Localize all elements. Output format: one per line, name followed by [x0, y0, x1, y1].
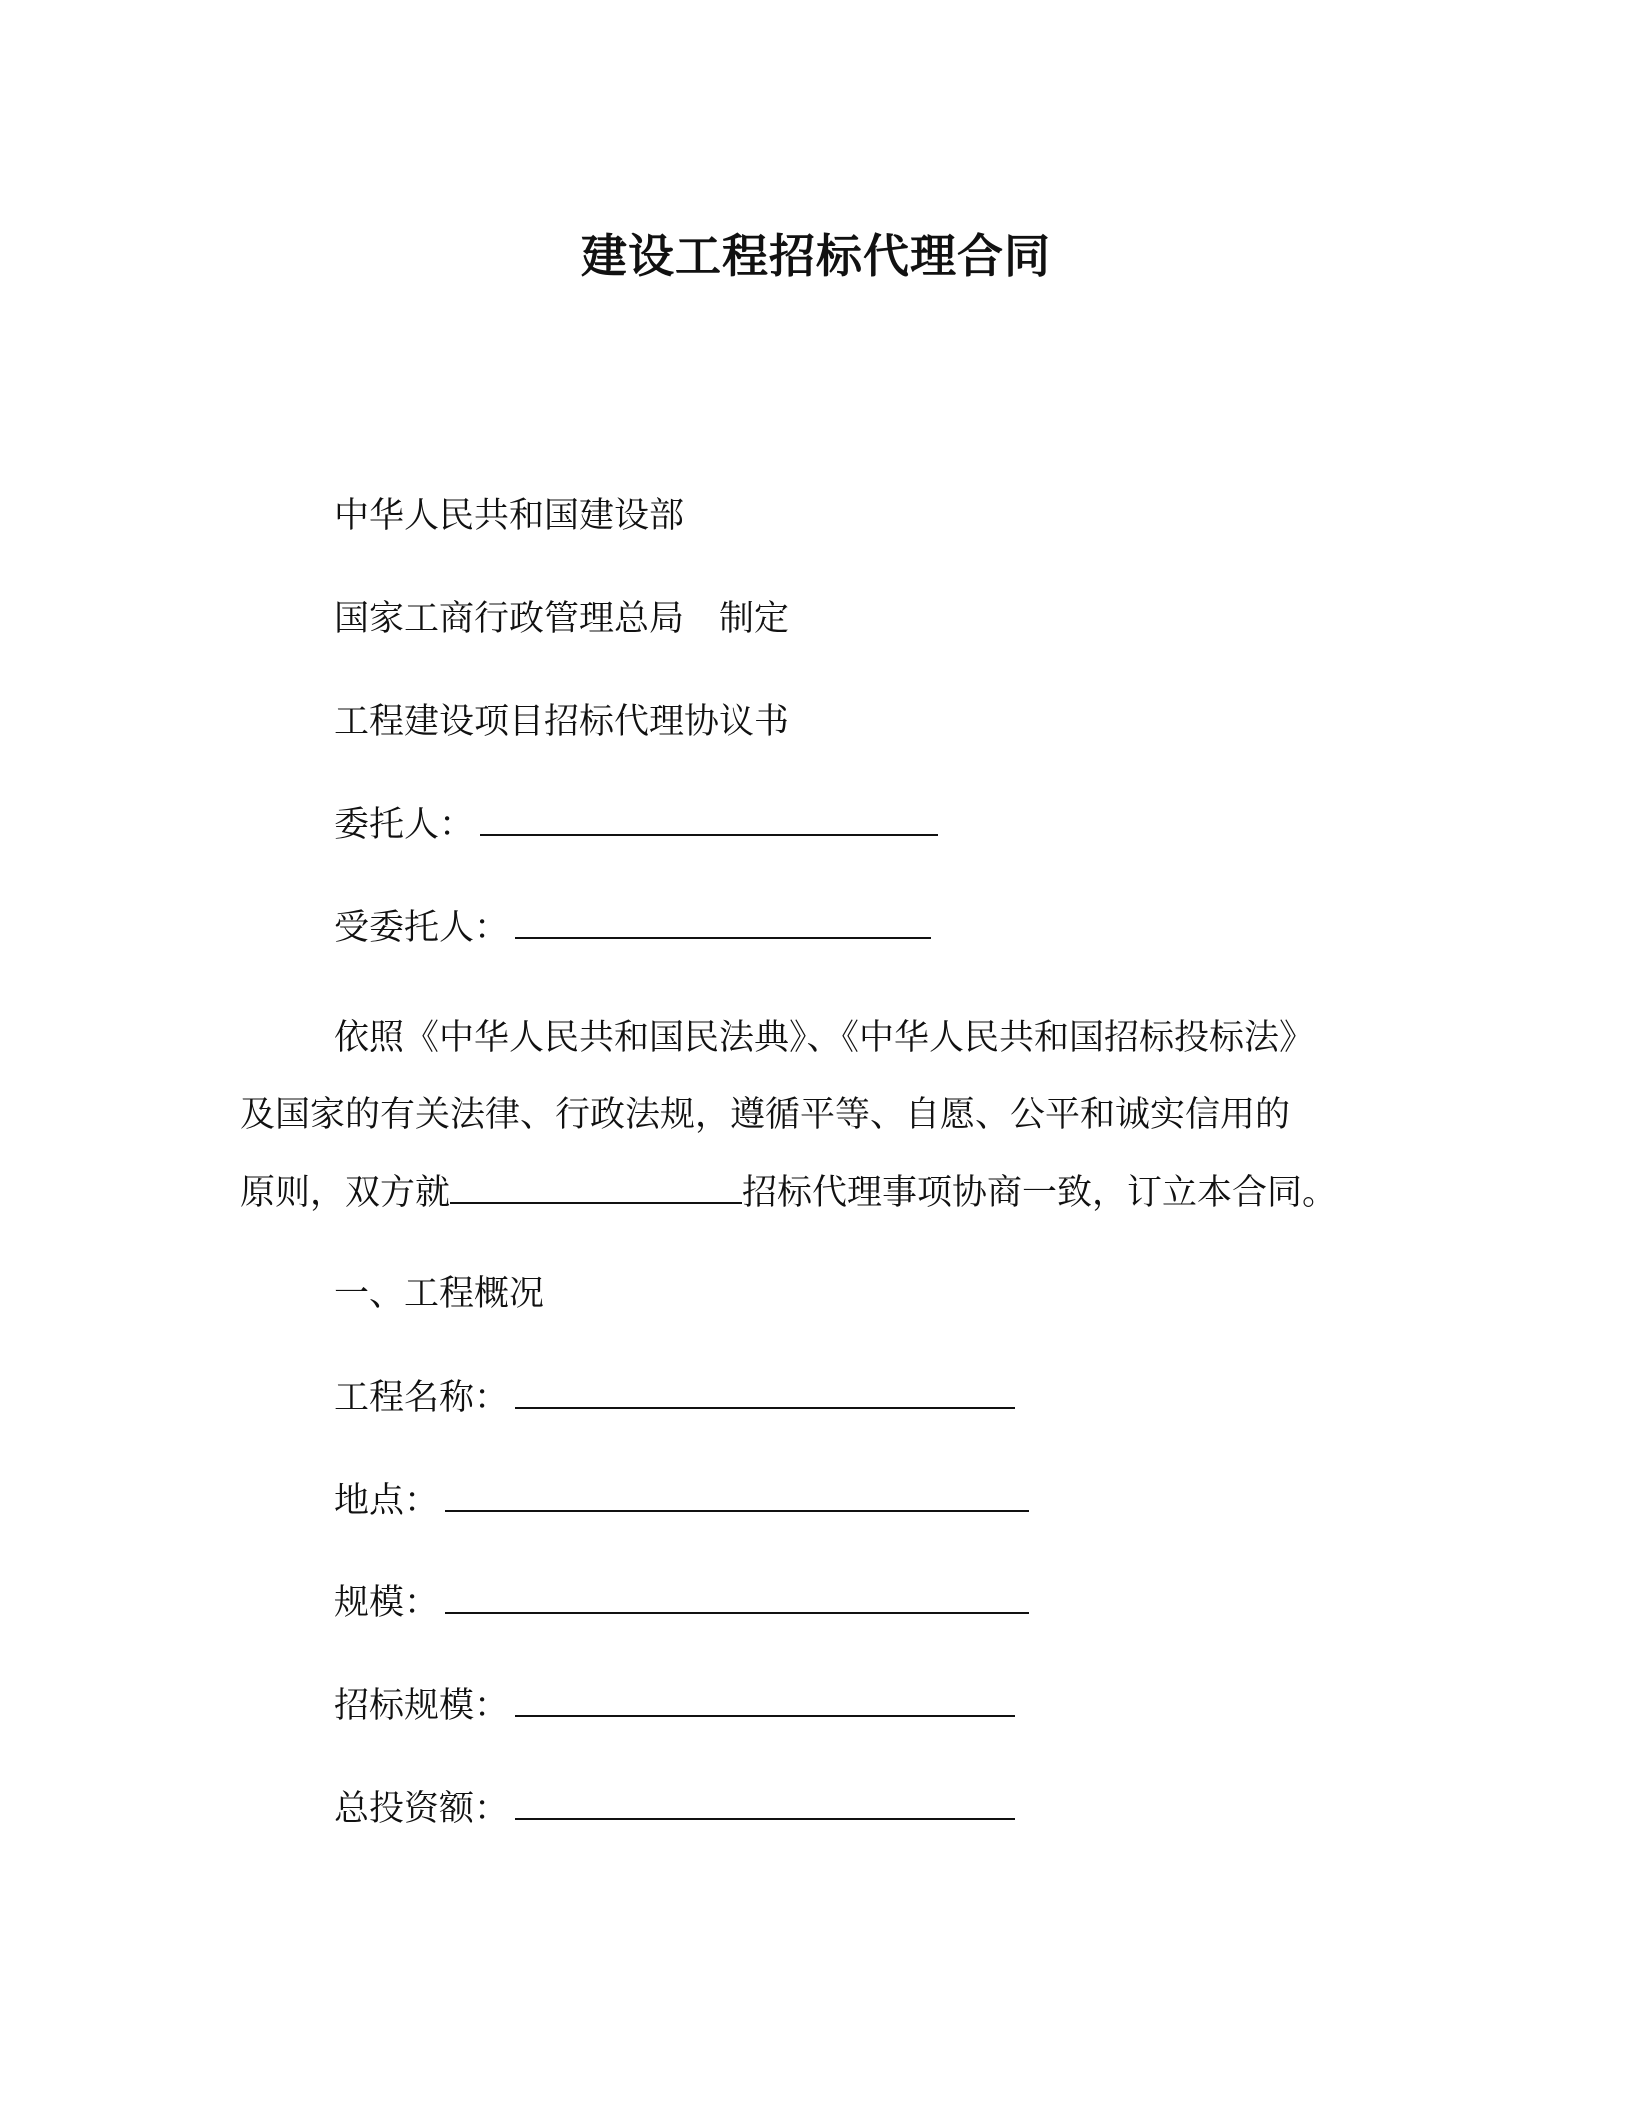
agreement-title: 工程建设项目招标代理协议书 — [334, 702, 790, 742]
total-investment-blank — [515, 1786, 1015, 1820]
issuer-line-2: 国家工商行政管理总局 制定 — [334, 599, 790, 639]
tender-scale-blank — [515, 1683, 1015, 1717]
intro-line-1: 依照《中华人民共和国民法典》、《中华人民共和国招标投标法》 — [334, 1018, 1315, 1058]
document-title: 建设工程招标代理合同 — [581, 229, 1051, 283]
agent-field — [334, 905, 931, 950]
total-investment-label: 总投资额： — [334, 1789, 510, 1829]
location-label: 地点： — [334, 1481, 440, 1521]
total-investment-field — [334, 1786, 1015, 1831]
scale-label: 规模： — [334, 1583, 440, 1623]
project-blank — [450, 1170, 742, 1204]
agent-blank — [515, 905, 931, 939]
client-field — [334, 802, 938, 847]
scale-blank — [445, 1580, 1029, 1614]
client-blank — [480, 802, 938, 836]
intro-line-3-before: 原则，双方就 — [240, 1173, 451, 1213]
intro-paragraph — [240, 1016, 1420, 1247]
project-name-field — [334, 1375, 1015, 1420]
location-field — [334, 1478, 1029, 1523]
intro-line-2: 及国家的有关法律、行政法规，遵循平等、自愿、公平和诚实信用的 — [240, 1095, 1291, 1135]
section-1-heading: 一、工程概况 — [334, 1274, 545, 1314]
agent-label: 受委托人： — [334, 908, 510, 948]
project-name-label: 工程名称： — [334, 1378, 510, 1418]
project-name-blank — [515, 1375, 1015, 1409]
location-blank — [445, 1478, 1029, 1512]
tender-scale-label: 招标规模： — [334, 1686, 510, 1726]
client-label: 委托人： — [334, 805, 475, 845]
intro-line-3-after: 招标代理事项协商一致，订立本合同。 — [742, 1173, 1338, 1213]
scale-field — [334, 1580, 1029, 1625]
issuer-line-1: 中华人民共和国建设部 — [334, 496, 685, 536]
intro-line-3 — [240, 1170, 1420, 1214]
tender-scale-field — [334, 1683, 1015, 1728]
